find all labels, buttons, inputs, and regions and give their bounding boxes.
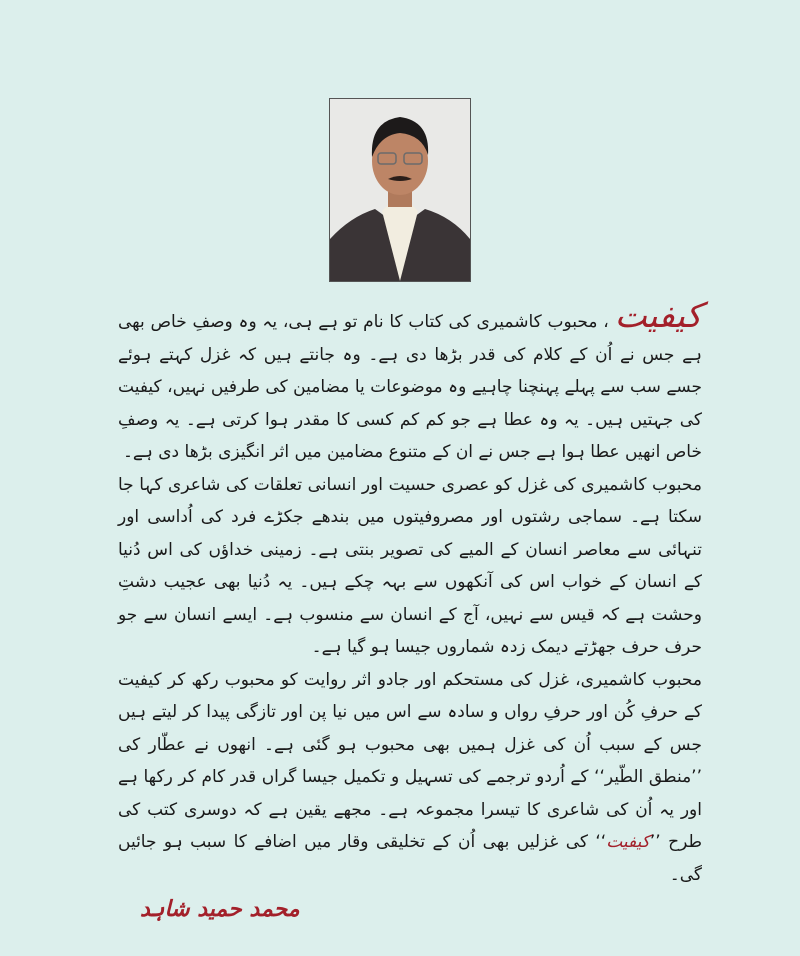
- paragraph-1-text: ، محبوب کاشمیری کی کتاب کا نام تو ہے ہی، یہ وہ وصفِ خاص بھی ہے جس نے اُن کے کلام کی قدر بڑھا دی ہے۔ وہ جانتے ہیں کہ غزل کہتے ہوئے جسے سب سے پہلے پہنچنا چاہیے وہ موضوعات یا مضامین کی طرفیں نہیں، کیفیت کی جہتیں ہیں۔ یہ وہ عطا ہے جو کم کم کسی کا مقدر ہوا کرتی ہے۔ یہ وصفِ خاص انھیں عطا ہوا ہے جس نے ان کے متنوع مضامین میں اثر انگیزی بڑھا دی ہے۔: [118, 312, 702, 462]
- quote-open: ’’: [649, 832, 661, 852]
- author-portrait-illustration: [330, 99, 470, 281]
- author-signature: محمد حمید شاہد: [140, 896, 300, 922]
- inline-book-title: کیفیت: [606, 832, 650, 852]
- author-photo: [329, 98, 471, 282]
- paragraph-2: محبوب کاشمیری کی غزل کو عصری حسیت اور انسانی تعلقات کی شاعری کہا جا سکتا ہے۔ سماجی رشتوں اور مصروفیتوں میں بندھے جکڑے فرد کی اُداسی اور تنہائی سے معاصر انسان کے المیے کی تصویر بنتی ہے۔ زمینی خداؤں کی اس دُنیا کے انسان کے خواب اس کی آنکھوں سے بہہ چکے ہیں۔ یہ دُنیا بھی عجیب دشتِ وحشت ہے کہ قیس سے نہیں، آج کے انسان سے منسوب ہے۔ ایسے انسان سے جو حرف حرف جھڑتے دیمک زدہ شماروں جیسا ہو گیا ہے۔: [118, 474, 702, 657]
- paragraph-3: [118, 664, 702, 892]
- paragraph-3-text: محبوب کاشمیری، غزل کی مستحکم اور جادو اثر روایت کو محبوب رکھ کر کیفیت کے حرفِ کُن اور حرفِ رواں و سادہ سے اس میں نیا پن اور تازگی پیدا کر لیتے ہیں جس کے سبب اُن کی غزل ہمیں بھی محبوب ہو گئی ہے۔ انھوں نے عطّار کی ’’منطق الطّیر‘‘ کے اُردو ترجمے کی تسہیل و تکمیل جیسا گراں قدر کام کر رکھا ہے اور یہ اُن کی شاعری کا تیسرا مجموعہ ہے۔ مجھے یقین ہے کہ دوسری کتب کی طرح: [118, 669, 702, 852]
- paragraph-3-tail: کی غزلیں بھی اُن کے تخلیقی وقار میں اضافے کا سبب ہو جائیں گی۔: [118, 832, 702, 885]
- article-body: [118, 296, 702, 891]
- paragraph-1: [118, 296, 702, 469]
- quote-close: ‘‘: [595, 832, 607, 852]
- dropcap-title: کیفیت: [614, 296, 702, 336]
